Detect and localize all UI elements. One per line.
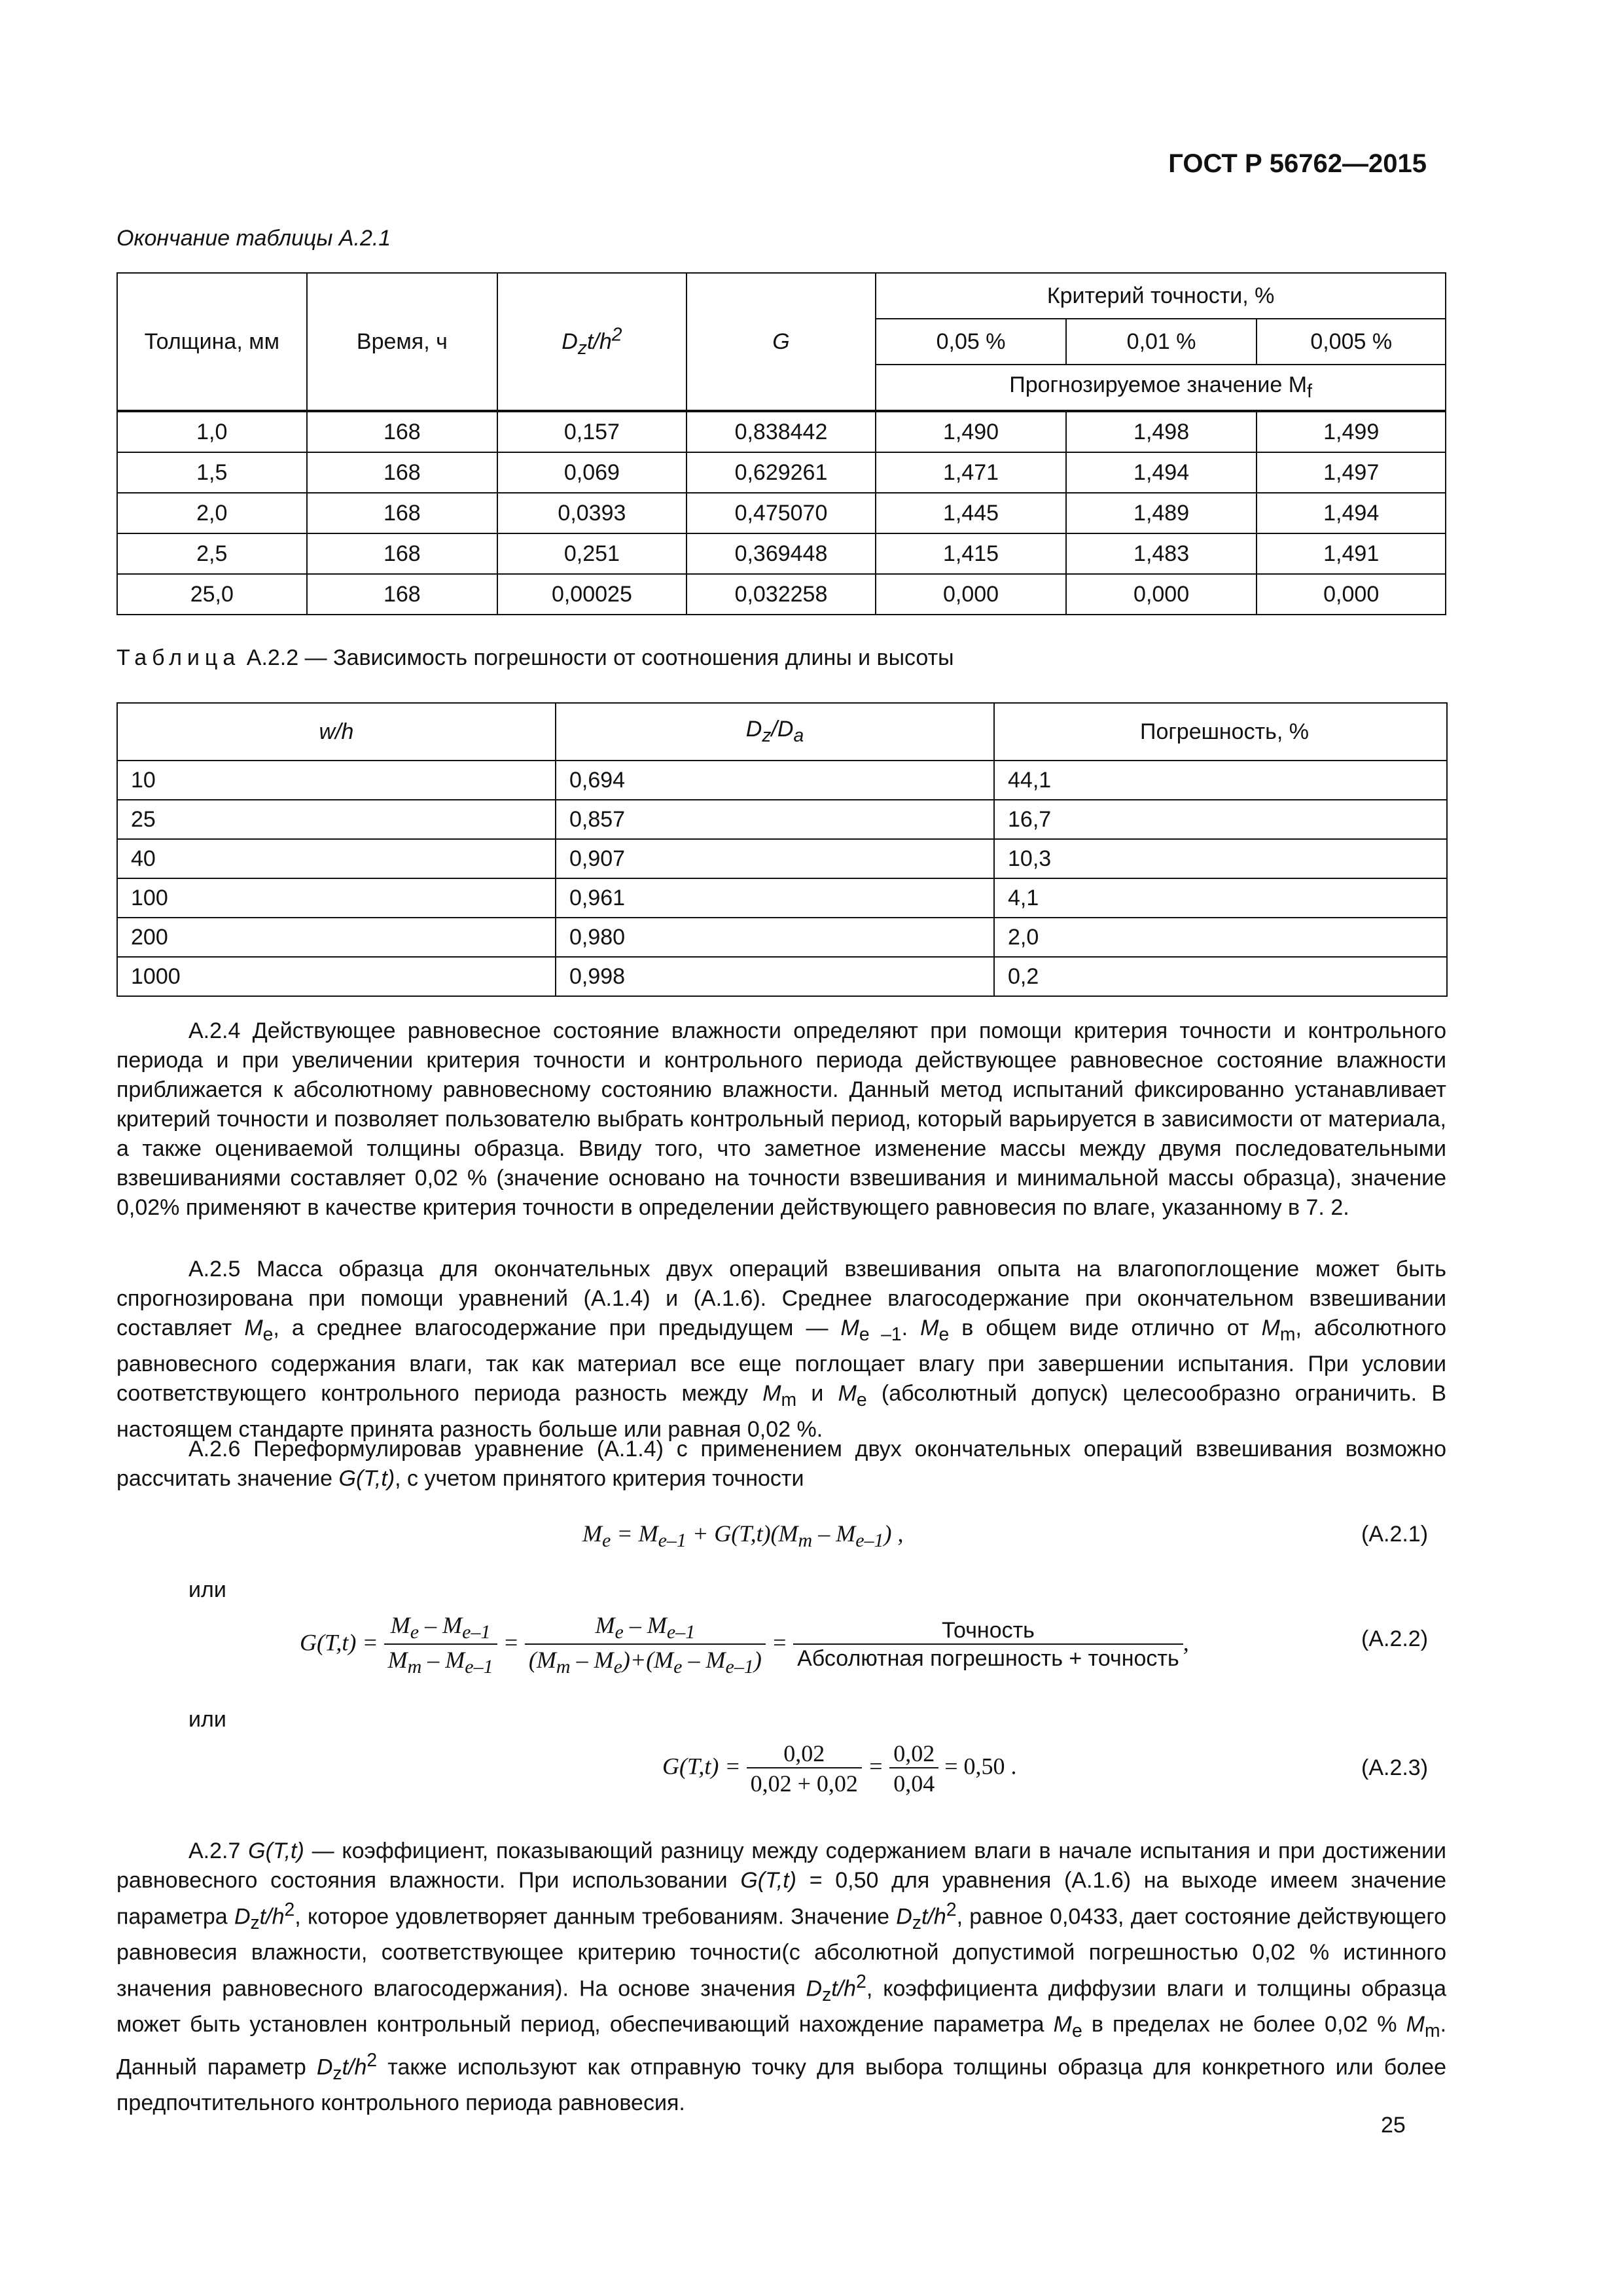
paragraph-a27: А.2.7 G(T,t) — коэффициент, показывающий разницу между содержанием влаги в начале испытания и при достижении равновесного состояния влажности. При использовании G(T,t) = 0,50 для уравнения (А.1.6) на выходе имеем значение параметра $D_zt/h^2$, которое удовлетворяет данным требованиям. Значение $D_zt/h^2$, равное 0,0433, дает состояние действующего равновесия влажности, соответствующее критерию точности(с абсолютной допустимой погрешностью 0,02 % истинного значения равновесного влагосодержания). На основе значения $D_zt/h^2$, коэффициента диффузии влаги и толщины образца может быть установлен контрольный период, обеспечивающий нахождение параметра $M_e$ в пределах не более 0,02 % $M_m$. Данный параметр $D_zt/h^2$ также используют как отправную точку для выбора толщины образца для конкретного или более предпочтительного контрольного периода равновесия.	[116, 1839, 1447, 2116]
equation-a22: G(T,t) = $\frac{M_e - M_{e-1}}{M_m - M_{e-1}}$ = $\frac{M_e - M_{e-1}}{(M_m - M_e)+(M_e - M_{e-1})}$ = $\frac{\text{Точность}}{\text{Абсолютная погрешность + точность}}$ ,	[300, 1612, 1189, 1678]
col-dzda: $D_z/D_a$	[556, 703, 994, 761]
table-row: 2,0 168 0,0393 0,475070 1,445 1,489 1,494	[117, 493, 1446, 533]
equation-number: (А.2.3)	[1361, 1755, 1429, 1780]
col-dz: $D_zt/h^2$	[497, 273, 687, 411]
table-row: 25,0 168 0,00025 0,032258 0,000 0,000 0,000	[117, 574, 1446, 615]
col-c2: 0,01 %	[1066, 319, 1257, 365]
paragraph-a24: А.2.4 Действующее равновесное состояние влажности определяют при помощи критерия точности и контрольного периода и при увеличении критерия точности и контрольного периода действующее равновесное состояние влажности приближается к абсолютному равновесному состоянию влажности. Данный метод испытаний фиксированно устанавливает критерий точности и позволяет пользователю выбрать контрольный период, который варьируется в зависимости от материала, а также оцениваемой толщины образца. Ввиду того, что заметное изменение массы между двумя последовательными взвешиваниями составляет 0,02 % (значение основано на точности взвешивания и минимальной массы образца), значение 0,02% применяют в качестве критерия точности в определении действующего равновесия по влаге, указанному в 7. 2.	[116, 1018, 1446, 1220]
table1-caption: Окончание таблицы А.2.1	[116, 226, 391, 251]
table-row: 10 0,694 44,1	[117, 761, 1447, 800]
equation-number: (А.2.1)	[1361, 1522, 1429, 1547]
page-number: 25	[1381, 2113, 1406, 2138]
col-wh: w/h	[117, 703, 556, 761]
paragraph-a26: А.2.6 Переформулировав уравнение (А.1.4) с применением двух окончательных операций взвешивания возможно рассчитать значение G(T,t), с учетом принятого критерия точности	[116, 1437, 1446, 1491]
col-criterion: Критерий точности, %	[876, 273, 1446, 319]
col-thickness: Толщина, мм	[117, 273, 307, 411]
paragraph-a25: А.2.5 Масса образца для окончательных двух операций взвешивания опыта на влагопоглощение может быть спрогнозирована при помощи уравнений (А.1.4) и (А.1.6). Среднее влагосодержание при окончательном взвешивании составляет $M_e$, а среднее влагосодержание при предыдущем — $M_{e -1}$. $M_e$ в общем виде отлично от $M_m$, абсолютного равновесного содержания влаги, так как материал все еще поглощает влагу при завершении испытания. При условии соответствующего контрольного периода разность между $M_m$ и $M_e$ (абсолютный допуск) целесообразно ограничить. В настоящем стандарте принята разность больше или равная 0,02 %.	[116, 1257, 1446, 1442]
col-time: Время, ч	[307, 273, 498, 411]
table-row: 100 0,961 4,1	[117, 878, 1447, 918]
col-predicted: Прогнозируемое значение $M_f$	[876, 365, 1446, 411]
table-row: 1,5 168 0,069 0,629261 1,471 1,494 1,497	[117, 452, 1446, 493]
equation-a23: G(T,t) = $\frac{0,02}{0,02 + 0,02}$ = $\frac{0,02}{0,04}$ = 0,50 .	[662, 1740, 1017, 1797]
col-error: Погрешность, %	[994, 703, 1447, 761]
or-label: или	[188, 1577, 226, 1602]
table-row: 25 0,857 16,7	[117, 800, 1447, 839]
table-row: 2,5 168 0,251 0,369448 1,415 1,483 1,491	[117, 533, 1446, 574]
table2-caption: Таблица А.2.2 — Зависимость погрешности от соотношения длины и высоты	[116, 645, 954, 670]
equation-a21: $M_e = M_{e-1} + G(T,t)(M_m - M_{e-1})$ ,	[582, 1520, 904, 1552]
col-c1: 0,05 %	[876, 319, 1066, 365]
table-a22	[116, 702, 1448, 997]
table-a21	[116, 272, 1446, 615]
table-row: 40 0,907 10,3	[117, 839, 1447, 878]
or-label: или	[188, 1707, 226, 1732]
col-g: G	[687, 273, 876, 411]
col-c3: 0,005 %	[1257, 319, 1446, 365]
table-row: 1000 0,998 0,2	[117, 957, 1447, 996]
table-row: 1,0 168 0,157 0,838442 1,490 1,498 1,499	[117, 411, 1446, 452]
standard-code: ГОСТ Р 56762—2015	[1168, 149, 1427, 178]
table-row: 200 0,980 2,0	[117, 918, 1447, 957]
equation-number: (А.2.2)	[1361, 1626, 1429, 1651]
